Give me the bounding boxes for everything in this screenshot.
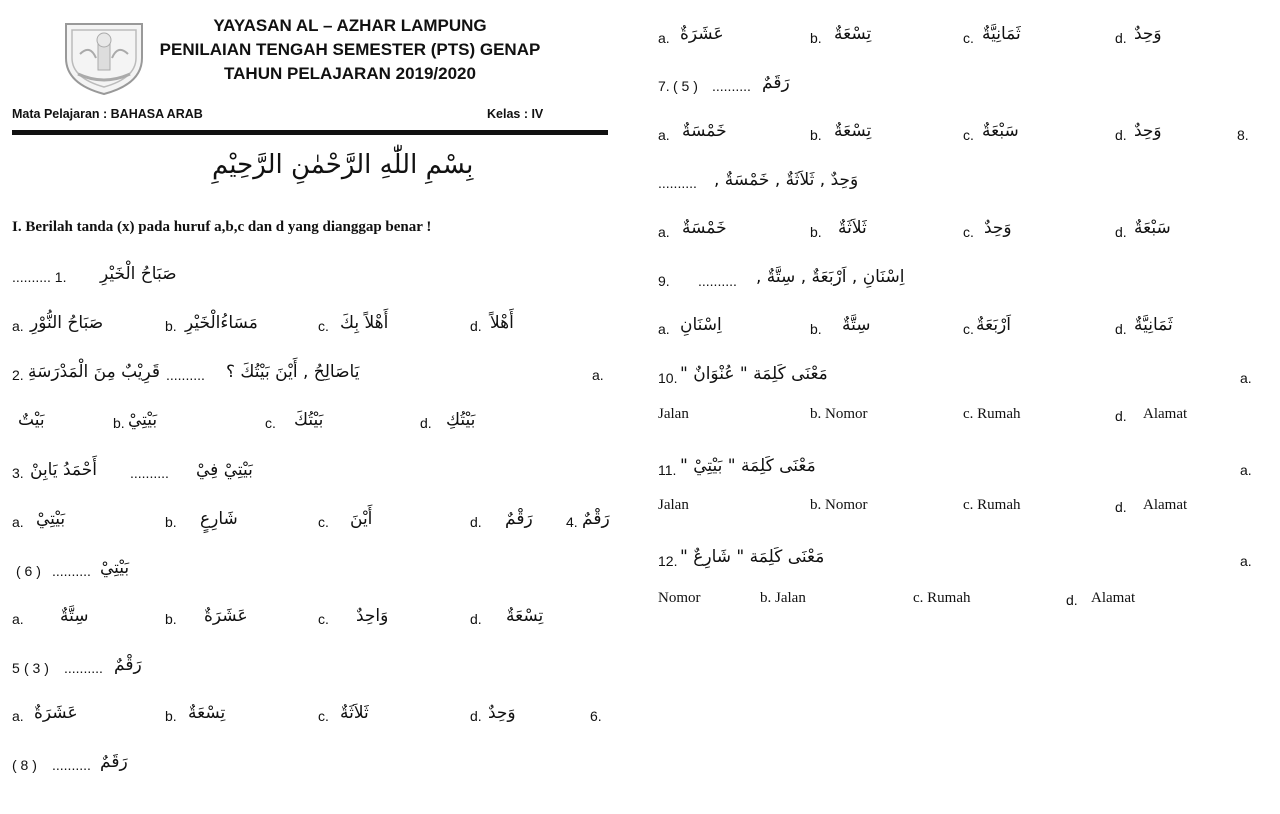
q11-option-d[interactable]: Alamat: [1143, 497, 1188, 513]
q1-number: 1.: [54, 269, 67, 285]
q3-number: 3.: [12, 465, 24, 481]
q1-option-d[interactable]: أَهْلاً: [490, 313, 514, 333]
q12-option-d[interactable]: Alamat: [1091, 590, 1136, 606]
q8-letter-b[interactable]: b.: [810, 224, 822, 240]
q1-letter-d[interactable]: d.: [470, 318, 482, 334]
q4-letter-d[interactable]: d.: [470, 611, 482, 627]
q7-number: 7.: [658, 78, 670, 94]
q3-dots: ..........: [130, 465, 169, 481]
q3-option-b[interactable]: شَارِعٍ: [200, 509, 238, 529]
q2-answer-phrase: قَرِيْبٌ مِنَ الْمَدْرَسَةِ: [28, 362, 161, 382]
q2-letter-c[interactable]: c.: [265, 415, 276, 431]
q7-option-b[interactable]: تِسْعَةٌ: [834, 121, 872, 141]
q4-letter-c[interactable]: c.: [318, 611, 329, 627]
q8-letter-c[interactable]: c.: [963, 224, 974, 240]
q5-option-a[interactable]: عَشَرَةٌ: [34, 703, 78, 723]
q5-letter-a[interactable]: a.: [12, 708, 24, 724]
q1-option-b[interactable]: مَسَاءُالْخَيْرِ: [185, 313, 258, 333]
q7-option-a[interactable]: خَمْسَةٌ: [682, 121, 727, 141]
q10-tail: a.: [1240, 370, 1252, 386]
subject-label: Mata Pelajaran : BAHASA ARAB: [12, 107, 203, 121]
q4-word: رَقْمٌ: [582, 509, 610, 529]
q5-number: 5: [12, 660, 20, 676]
q9-letter-b[interactable]: b.: [810, 321, 822, 337]
q9-number: 9.: [658, 273, 670, 289]
q7-letter-d[interactable]: d.: [1115, 127, 1127, 143]
q4-paren: ( 6 ): [16, 563, 41, 579]
header-line-3: TAHUN PELAJARAN 2019/2020: [224, 64, 476, 83]
q2-option-d[interactable]: بَيْتُكِ: [446, 410, 476, 430]
q2-option-a[interactable]: بَيْتٌ: [18, 410, 45, 430]
q4-option-c[interactable]: وَاحِدٌ: [356, 606, 389, 626]
q12-option-b[interactable]: b. Jalan: [760, 590, 806, 606]
q6-option-c[interactable]: ثَمَانِيَّةٌ: [982, 24, 1021, 44]
q10-option-a[interactable]: Jalan: [658, 406, 689, 422]
q9-question: اِسْنَانِ , اَرْبَعَةٌ , سِتَّةٌ ,: [756, 267, 905, 287]
q6-letter-b[interactable]: b.: [810, 30, 822, 46]
q8-option-b[interactable]: ثَلاَثَةٌ: [838, 218, 867, 238]
q3-part1: أَحْمَدُ يَابِنْ: [30, 460, 97, 480]
q6-dots: ..........: [52, 757, 91, 773]
basmalah: بِسْمِ اللّٰهِ الرَّحْمٰنِ الرَّحِيْمِ: [212, 150, 474, 180]
q7-letter-a[interactable]: a.: [658, 127, 670, 143]
q7-letter-b[interactable]: b.: [810, 127, 822, 143]
q6-option-a[interactable]: عَشَرَةٌ: [680, 24, 724, 44]
q9-letter-c[interactable]: c.: [963, 321, 974, 337]
q2-number: 2.: [12, 367, 24, 383]
q6-paren: ( 8 ): [12, 757, 37, 773]
q1-letter-b[interactable]: b.: [165, 318, 177, 334]
q5-question: رَقْمٌ: [114, 655, 142, 675]
q1-question: صَبَاحُ الْخَيْرِ: [100, 264, 177, 284]
q8-letter-a[interactable]: a.: [658, 224, 670, 240]
q5-letter-d[interactable]: d.: [470, 708, 482, 724]
q5-dots: ..........: [64, 660, 103, 676]
q10-option-d[interactable]: Alamat: [1143, 406, 1188, 422]
school-logo: [60, 14, 148, 96]
q10-number: 10.: [658, 370, 678, 386]
q3-letter-b[interactable]: b.: [165, 514, 177, 530]
instruction-text: I. Berilah tanda (x) pada huruf a,b,c dan d yang dianggap benar !: [12, 219, 432, 235]
q1-option-c[interactable]: أَهْلاً بِكَ: [340, 313, 389, 333]
header-line-1: YAYASAN AL – AZHAR LAMPUNG: [213, 16, 487, 35]
q1-dots-text: ..........: [12, 269, 51, 285]
q11-number: 11.: [658, 462, 677, 478]
q10-option-c[interactable]: c. Rumah: [963, 406, 1021, 422]
q11-tail: a.: [1240, 462, 1252, 478]
q6-letter-d[interactable]: d.: [1115, 30, 1127, 46]
q2-option-b[interactable]: بَيْتِيْ: [128, 410, 158, 430]
q7-question: رَقَمٌ: [762, 73, 790, 93]
q7-option-c[interactable]: سَبْعَةٌ: [982, 121, 1019, 141]
q8-number: 8.: [1237, 127, 1249, 143]
q11-option-b[interactable]: b. Nomor: [810, 497, 868, 513]
q4-option-d[interactable]: تِسْعَةٌ: [506, 606, 544, 626]
q10-question: مَعْنَى كَلِمَة " عُنْوَانٌ ": [680, 364, 828, 384]
q10-letter-d[interactable]: d.: [1115, 408, 1127, 424]
q5-option-b[interactable]: تِسْعَةٌ: [188, 703, 226, 723]
q12-number: 12.: [658, 553, 678, 569]
q7-letter-c[interactable]: c.: [963, 127, 974, 143]
header-divider: [12, 130, 608, 135]
q9-dots: ..........: [698, 273, 737, 289]
q2-tail: a.: [592, 367, 604, 383]
q4-option-b[interactable]: عَشَرَةٌ: [204, 606, 248, 626]
q5-option-c[interactable]: ثَلاَثَةٌ: [340, 703, 369, 723]
q2-letter-b[interactable]: b.: [113, 415, 125, 431]
q9-letter-d[interactable]: d.: [1115, 321, 1127, 337]
q12-letter-d[interactable]: d.: [1066, 592, 1078, 608]
q11-letter-d[interactable]: d.: [1115, 499, 1127, 515]
q8-letter-d[interactable]: d.: [1115, 224, 1127, 240]
q12-question: مَعْنَى كَلِمَة " شَارِعٌ ": [680, 547, 825, 567]
q1-letter-c[interactable]: c.: [318, 318, 329, 334]
q7-option-d[interactable]: وَحِدٌ: [1134, 121, 1162, 141]
q5-letter-b[interactable]: b.: [165, 708, 177, 724]
q5-option-d[interactable]: وَحِدٌ: [488, 703, 516, 723]
q8-dots: ..........: [658, 175, 697, 191]
q8-option-c[interactable]: وَحِدٌ: [984, 218, 1012, 238]
header-line-2: PENILAIAN TENGAH SEMESTER (PTS) GENAP: [159, 40, 541, 59]
q11-question: مَعْنَى كَلِمَة " بَيْتِيْ ": [680, 456, 816, 476]
q10-option-b[interactable]: b. Nomor: [810, 406, 868, 422]
q9-option-a[interactable]: اِسْنَانِ: [680, 315, 722, 335]
q12-option-c[interactable]: c. Rumah: [913, 590, 971, 606]
q3-letter-d[interactable]: d.: [470, 514, 482, 530]
q5-letter-c[interactable]: c.: [318, 708, 329, 724]
q9-option-d[interactable]: ثَمَانِيَّةٌ: [1134, 315, 1173, 335]
q4-option-a[interactable]: سِتَّةٌ: [60, 606, 89, 626]
q7-dots: ..........: [712, 78, 751, 94]
q2-question: يَاصَالِحُ , أَيْنَ بَيْتُكَ ؟: [226, 362, 360, 382]
q6-option-d[interactable]: وَحِدٌ: [1134, 24, 1162, 44]
q8-option-d[interactable]: سَبْعَةٌ: [1134, 218, 1171, 238]
q2-option-c[interactable]: بَيْتُكَ: [294, 410, 324, 430]
q4-letter-a[interactable]: a.: [12, 611, 24, 627]
q3-letter-c[interactable]: c.: [318, 514, 329, 530]
q3-letter-a[interactable]: a.: [12, 514, 24, 530]
q6-letter-a[interactable]: a.: [658, 30, 670, 46]
q1-letter-a[interactable]: a.: [12, 318, 24, 334]
q5-paren: ( 3 ): [24, 660, 49, 676]
q12-option-a[interactable]: Nomor: [658, 590, 701, 606]
q3-option-d[interactable]: رَقْمٌ: [505, 509, 533, 529]
q6-letter-c[interactable]: c.: [963, 30, 974, 46]
q9-option-b[interactable]: سِتَّةٌ: [842, 315, 871, 335]
q7-paren: ( 5 ): [673, 78, 698, 94]
q3-part2: بَيْتِيْ فِيْ: [196, 460, 253, 480]
q6-number: 6.: [590, 708, 602, 724]
q1-dots: [12, 269, 66, 285]
q2-letter-d[interactable]: d.: [420, 415, 432, 431]
q4-number: 4.: [566, 514, 578, 530]
q2-dots: ..........: [166, 367, 205, 383]
q6-option-b[interactable]: تِسْعَةٌ: [834, 24, 872, 44]
q8-option-a[interactable]: خَمْسَةٌ: [682, 218, 727, 238]
q4-dots: ..........: [52, 563, 91, 579]
q4-letter-b[interactable]: b.: [165, 611, 177, 627]
q12-tail: a.: [1240, 553, 1252, 569]
q3-option-c[interactable]: أَيْنَ: [350, 509, 373, 529]
q1-option-a[interactable]: صَبَاحُ النُّوْرِ: [30, 313, 104, 333]
q11-option-a[interactable]: Jalan: [658, 497, 689, 513]
q4-question: بَيْتِيْ: [100, 558, 130, 578]
q8-question: وَحِدٌ , ثَلاَثَةٌ , خَمْسَةٌ ,: [714, 170, 859, 190]
q9-option-c[interactable]: اَرْبَعَةٌ: [976, 315, 1011, 335]
class-label: Kelas : IV: [487, 107, 544, 121]
q9-letter-a[interactable]: a.: [658, 321, 670, 337]
q6-question: رَقَمٌ: [100, 752, 128, 772]
q11-option-c[interactable]: c. Rumah: [963, 497, 1021, 513]
q3-option-a[interactable]: بَيْتِيْ: [36, 509, 66, 529]
